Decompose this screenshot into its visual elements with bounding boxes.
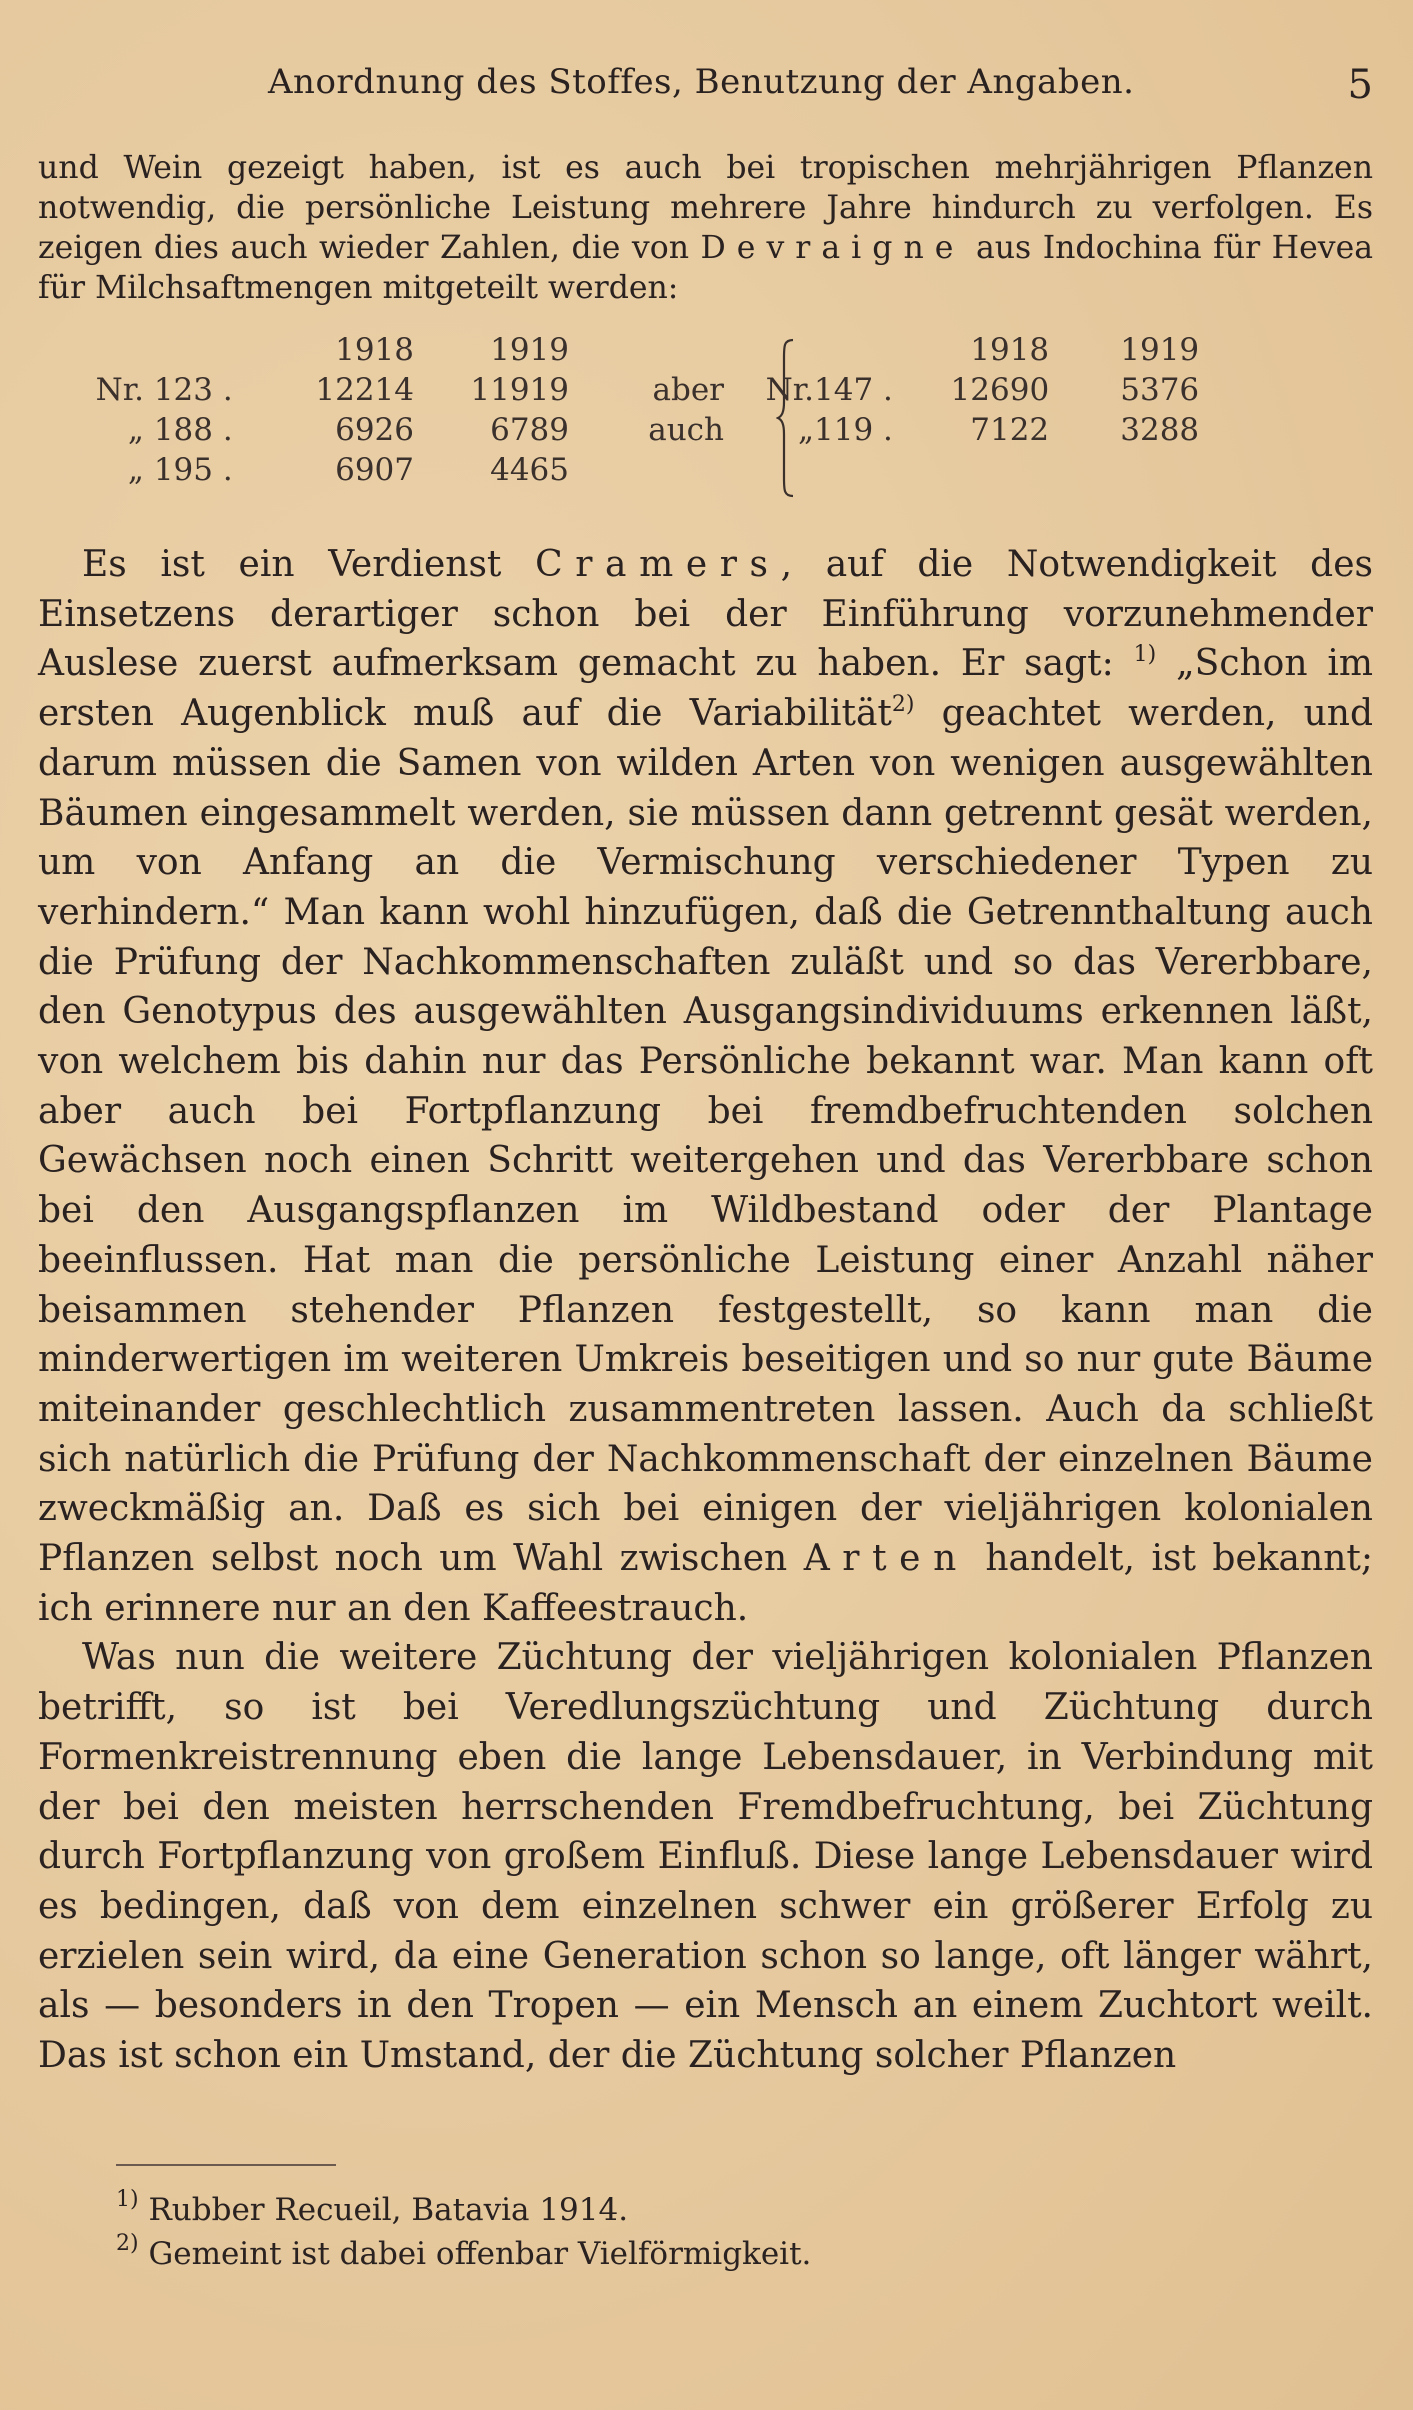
footnote-text: Rubber Recueil, Batavia 1914. xyxy=(148,2192,629,2228)
running-header xyxy=(38,62,1373,110)
footnote-mark: 1) xyxy=(116,2187,139,2212)
row-prefix: Nr. xyxy=(95,372,144,408)
author-name-devraigne: Devraigne xyxy=(700,230,965,266)
yield-1919: 5376 xyxy=(1120,372,1200,408)
row-prefix: Nr. xyxy=(765,372,814,408)
emphasis-arten: Arten xyxy=(803,1538,969,1580)
table-row: „ 188 . 6926 6789 auch „ 119 . 7122 3288 xyxy=(127,412,1200,448)
yield-1919: 11919 xyxy=(470,372,569,408)
intro-paragraph xyxy=(38,148,1373,308)
yield-1918: 6907 xyxy=(335,452,414,488)
tree-number: 147 xyxy=(814,372,874,408)
yield-1918: 7122 xyxy=(970,412,1050,448)
text-run: handelt, ist bekannt; ich erinnere nur an den Kaffeestrauch. xyxy=(38,1538,1373,1629)
book-page xyxy=(38,0,1373,2410)
footnote-ref: 2) xyxy=(891,692,915,718)
yield-1918: 6926 xyxy=(335,412,414,448)
year-header: 1918 xyxy=(335,332,414,368)
page-number: 5 xyxy=(1347,62,1373,108)
yield-1918: 12214 xyxy=(315,372,414,408)
curly-brace xyxy=(776,338,796,498)
row-prefix: „ xyxy=(127,452,144,488)
tree-number: 123 xyxy=(153,372,213,408)
text-run: geachtet werden, und darum müssen die Samen von wilden Arten von wenigen ausgewählten Bäumen eingesammelt werden, sie müssen dann getrennt gesät werden, um von Anfang an die Vermischung verschiedener Typen zu verhindern.“ Man kann wohl hinzufügen, daß die Getrennthaltung auch die Prüfung der Nachkommenschaften zuläßt und so das Vererbbare, den Genotypus des ausgewählten Ausgangsindividuums erkennen läßt, von welchem bis dahin nur das Persönliche bekannt war. Man kann oft aber auch bei Fortpflanzung bei fremdbefruchtenden solchen Gewächsen noch einen Schritt weitergehen und das Vererbbare schon bei den Ausgangspflanzen im Wildbestand oder der Plantage beeinflussen. Hat man die persönliche Leistung einer Anzahl näher beisammen stehender Pflanzen festgestellt, so kann man die minderwertigen im weiteren Umkreis beseitigen und so nur gute Bäume miteinander geschlechtlich zusammentreten lassen. Auch da schließt sich natürlich die Prüfung der Nachkommenschaft der einzelnen Bäume zweckmäßig an. Daß es sich bei einigen der vieljährigen kolonialen Pflanzen selbst noch um Wahl zwischen xyxy=(38,693,1373,1580)
yield-1919: 4465 xyxy=(490,452,569,488)
tree-number: 195 xyxy=(153,452,213,488)
author-name-cramer: Cramers xyxy=(535,544,781,585)
intro-text-a: und Wein gezeigt haben, ist es auch bei tropischen mehrjährigen Pflanzen notwendig, die persönliche Leistung mehrere Jahre hindurch zu verfolgen. Es zeigen dies auch wieder Zahlen, die von xyxy=(38,150,1373,266)
year-header: 1919 xyxy=(490,332,569,368)
footnote xyxy=(116,2231,812,2274)
running-title: Anordnung des Stoffes, Benutzung der Angaben. xyxy=(268,62,1135,102)
main-text xyxy=(38,540,1373,2081)
paragraph: Was nun die weitere Züchtung der vieljährigen kolonialen Pflanzen betrifft, so ist bei Veredlungszüchtung und Züchtung durch Formenkreistrennung eben die lange Lebensdauer, in Verbindung mit der bei den meisten herrschenden Fremdbefruchtung, bei Züchtung durch Fortpflanzung von großem Einfluß. Diese lange Lebensdauer wird es bedingen, daß von dem einzelnen schwer ein größerer Erfolg zu erzielen sein wird, da eine Generation schon so lange, oft länger währt, als — besonders in den Tropen — ein Mensch an einem Zuchtort weilt. Das ist schon ein Umstand, der die Züchtung solcher Pflanzen xyxy=(38,1637,1373,2077)
row-prefix: „ xyxy=(797,412,814,448)
footnote-ref: 1) xyxy=(1133,642,1157,668)
footnote-text: Gemeint ist dabei offenbar Vielförmigkeit. xyxy=(148,2236,812,2272)
text-run: Es ist ein Verdienst xyxy=(82,544,536,585)
footnote xyxy=(116,2187,629,2230)
intro-text-b: aus Indochina für Hevea für Milchsaftmengen mitgeteilt werden: xyxy=(38,230,1373,306)
tree-number: 188 xyxy=(153,412,213,448)
row-prefix: „ xyxy=(127,412,144,448)
table-row: Nr. 123 . 12214 11919 aber Nr. 147 . 12690 5376 xyxy=(95,372,1200,408)
connector-word: auch xyxy=(648,412,724,448)
footnote-mark: 2) xyxy=(116,2231,139,2256)
table-year-row xyxy=(38,330,1199,370)
tree-number: 119 xyxy=(814,412,874,448)
paragraph xyxy=(38,540,1373,1633)
year-header: 1919 xyxy=(1120,332,1200,368)
year-header: 1918 xyxy=(970,332,1050,368)
table-row: „ 195 . 6907 4465 xyxy=(127,452,569,488)
text-run: , auf die Notwendigkeit des Einsetzens derartiger schon bei der Einführung vorzunehmender Auslese zuerst aufmerksam gemacht zu haben. Er sagt: xyxy=(38,544,1374,685)
yield-1918: 12690 xyxy=(950,372,1050,408)
connector-word: aber xyxy=(652,372,724,408)
footnote-rule xyxy=(116,2164,336,2166)
latex-yield-table xyxy=(38,330,1199,490)
yield-1919: 3288 xyxy=(1120,412,1200,448)
yield-1919: 6789 xyxy=(490,412,569,448)
text-run: „Schon im ersten Augenblick muß auf die Variabilität xyxy=(38,643,1374,735)
